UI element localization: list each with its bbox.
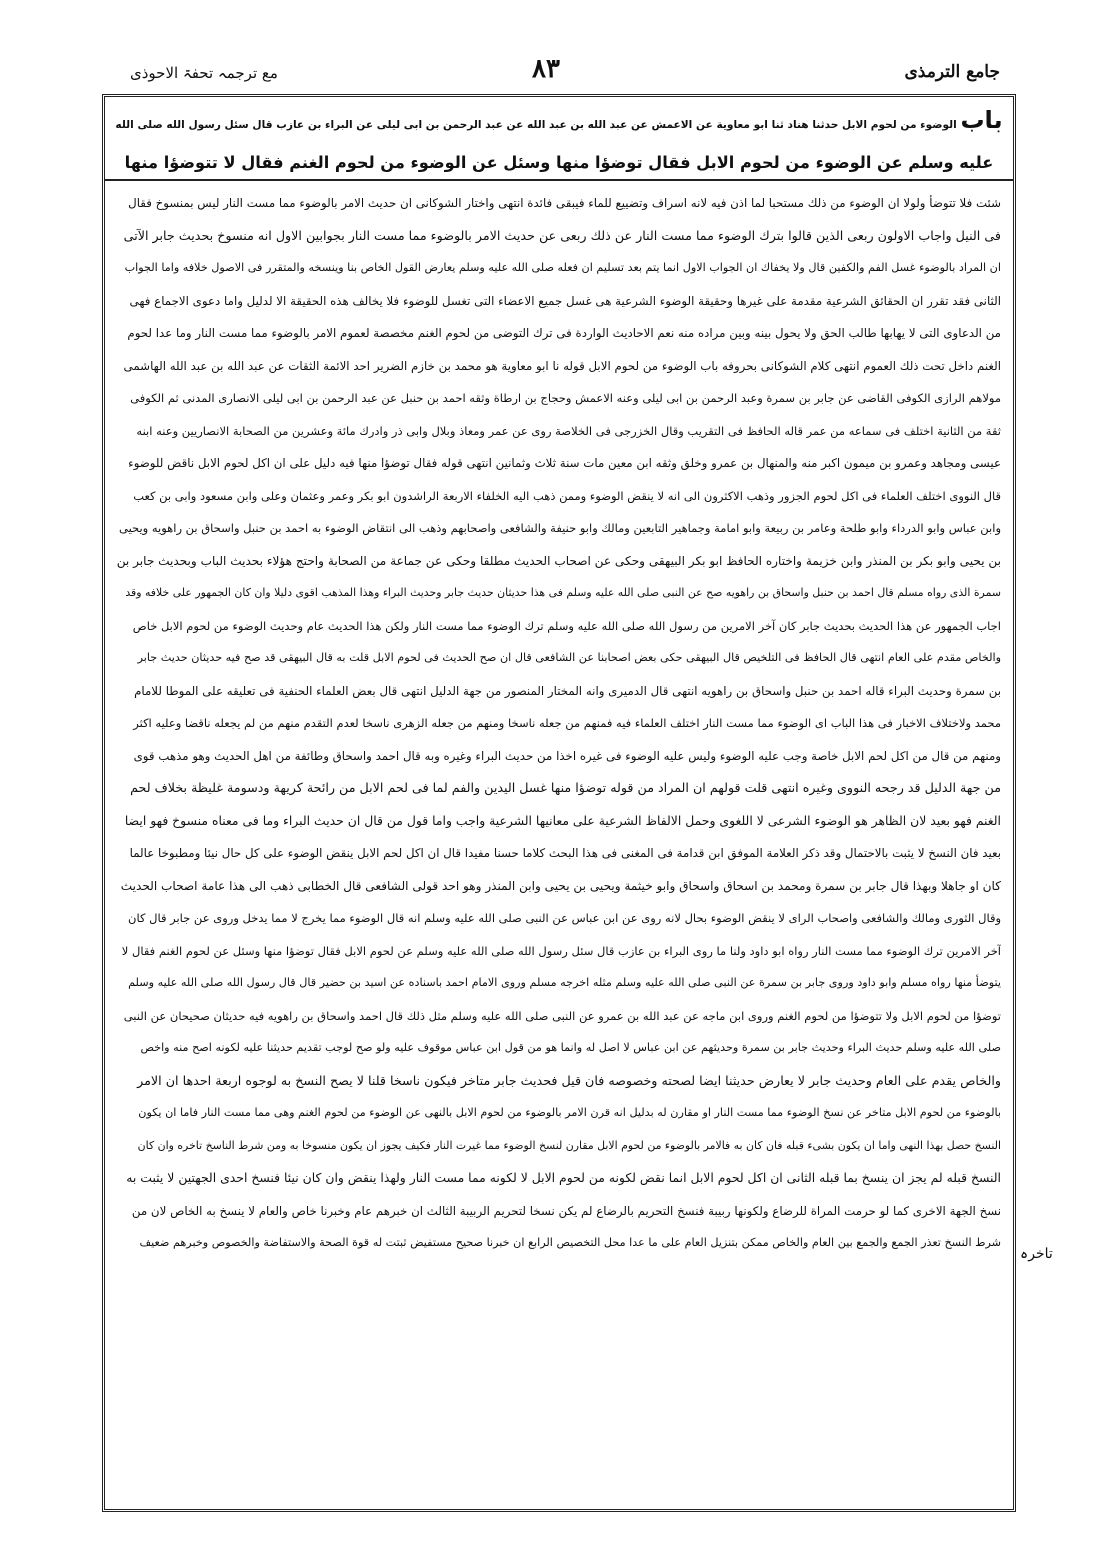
running-header-right: جامع الترمذی xyxy=(904,62,1000,82)
commentary-line: النسخ قبله لم یجز ان ینسخ بما قبله الثانی ان اكل لحوم الابل انما نقض لكونه من لحوم الابل لا لكونه مما مست النار ولهذا ینقض وان كان نیئا فنسخ احدی الجهتین لا یثبت به xyxy=(126,1170,1001,1185)
commentary-line: والخاص مقدم علی العام انتهی قال الحافظ فی التلخیص قال البیهقی حكی بعض اصحابنا عن الشافعی قال ان صح الحدیث فی لحوم الابل قلت به قال البیهقی قد صح فیه حدیثان حدیث جابر xyxy=(137,651,1001,664)
commentary-line: وقال الثوری ومالك والشافعی واصحاب الرای لا ینقض الوضوء بحال لانه روی عن ابن عباس عن النبی صلی الله علیه وسلم انه قال الوضوء مما یخرج لا مما یدخل وروی عن جابر قال كان xyxy=(128,911,1001,925)
chapter-title-lead: باب xyxy=(960,106,1003,134)
commentary-line: الغنم داخل تحت ذلك العموم انتهی كلام الشوكانی بحروفه باب الوضوء من لحوم الابل قوله نا ابو معاویة هو محمد بن خازم الضریر احد الائمة الثقات عن عبد الله بن عبد الله الهاشمی xyxy=(123,358,1001,373)
commentary-line: اجاب الجمهور عن هذا الحدیث بحدیث جابر كان آخر الامرین من رسول الله صلی الله علیه وسلم ترك الوضوء مما مست النار ولكن هذا الحدیث عام وحدیث الوضوء من لحوم الابل خاص xyxy=(132,618,1001,633)
page-frame xyxy=(102,94,1016,1512)
commentary-line: النسخ حصل بهذا النهی واما ان یكون بشیء قبله فان كان به فالامر بالوضوء من لحوم الابل مقارن لنسخ الوضوء مما غیرت النار فكیف یجوز ان یكون منسوخا به ومن شرط الناسخ تاخره وان كان xyxy=(137,1138,1001,1152)
commentary-line: والخاص یقدم علی العام وحدیث جابر لا یعارض حدیثنا ایضا لصحته وخصوصه فان قیل فحدیث جابر متاخر فیكون ناسخا قلنا لا یصح النسخ به لوجوه اربعة احدها ان الامر xyxy=(137,1072,1001,1088)
commentary-line: یتوضأ منها رواه مسلم وابو داود وروی جابر بن سمرة عن النبی صلی الله علیه وسلم مثله اخرجه مسلم وروی الامام احمد باسناده عن اسید بن حضیر قال قال رسول الله صلی الله علیه وسلم xyxy=(128,976,1001,989)
commentary-body xyxy=(105,185,1013,1509)
commentary-line: صلی الله علیه وسلم حدیث البراء وحدیث جابر بن سمرة وحدیثهم عن ابن عباس لا اصل له وانما هو من قول ابن عباس موقوف علیه ولو صح لوجب تقدیم حدیثنا علیه لكونه اصح منه واخص xyxy=(140,1041,1001,1054)
chapter-title-box xyxy=(105,97,1013,181)
page-number: ۸۳ xyxy=(532,54,560,84)
margin-note: تاخرہ xyxy=(1020,1246,1053,1262)
commentary-line: كان او جاهلا وبهذا قال جابر بن سمرة ومحمد بن اسحاق واسحاق وابو خیثمة ویحیی بن یحیی وابن المنذر وهو احد قولی الشافعی قال الخطابی ذهب الی هذا عامة اصحاب الحدیث xyxy=(120,878,1001,893)
chapter-title-text-1: الوضوء من لحوم الابل حدثنا هناد ثنا ابو معاوية عن الاعمش عن عبد الله بن عبد الله عن عبد الرحمن بن ابی لیلی عن البراء بن عازب قال سئل رسول الله صلی الله xyxy=(115,119,957,131)
chapter-title-line-1 xyxy=(115,101,1003,144)
commentary-line: شئت فلا تتوضأ ولولا ان الوضوء من ذلك مستحبا لما اذن فيه لانه اسراف وتضییع للماء فیبقی فائدة انتهی واختار الشوكانی ان حدیث الامر بالوضوء مما مست النار لیس بمنسوخ فقال xyxy=(128,196,1001,210)
commentary-line: من الدعاوی التی لا یهابها طالب الحق ولا یحول بینه وبین مراده منه نعم الاحادیث الواردة فی ترك التوضی من لحوم الغنم مخصصة لعموم الامر بالوضوء مما مست النار وما عدا لحوم xyxy=(127,326,1001,340)
commentary-line: الثانی فقد تقرر ان الحقائق الشرعیة مقدمة علی غیرها وحقیقة الوضوء الشرعیة هی غسل جمیع الاعضاء التی تغسل للوضوء فلا یخالف هذه الحقیقة الا لدلیل واما دعوی الاجماع فهی xyxy=(129,293,1001,308)
commentary-line: ومنهم من قال من اكل لحم الابل خاصة وجب علیه الوضوء ولیس علیه الوضوء فی غیره اخذا من حدیث البراء وغیره وبه قال احمد واسحاق وطائفة من اهل الحدیث وهو مذهب قوی xyxy=(133,748,1001,763)
commentary-line: محمد ولاختلاف الاخبار فی هذا الباب ای الوضوء مما مست النار اختلف العلماء فیه فمنهم من جعله ناسخا ومنهم من جعله الزهری ناسخا لعدم التقدم منهم من لم یجعله ناقضا وعلیه اكثر xyxy=(133,716,1001,730)
commentary-line: سمرة الذی رواه مسلم قال احمد بن حنبل واسحاق بن راهویه صح عن النبی صلی الله علیه وسلم فی هذا حدیثان حدیث جابر وحدیث البراء وهذا المذهب اقوی دلیلا وان كان الجمهور علی خلافه وقد xyxy=(125,586,1001,599)
commentary-line: بن یحیی وابو بكر بن المنذر وابن خزیمة واختاره الحافظ ابو بكر البیهقی وحكی عن اصحاب الحدیث مطلقا وحكی عن جماعة من الصحابة واحتج هؤلاء بحدیث الباب وبحدیث جابر بن xyxy=(117,553,1001,568)
commentary-line: عیسی ومجاهد وعمرو بن میمون اكبر منه والمنهال بن عمرو وخلق وثقه ابن معین مات سنة ثلاث وثمانین انتهی قوله فقال توضؤا منها فیه دلیل علی ان اكل لحوم الابل ناقض للوضوء xyxy=(128,456,1001,470)
commentary-line: شرط النسخ تعذر الجمع والجمع بین العام والخاص ممكن بتنزیل العام علی ما عدا محل التخصیص الرابع ان خبرنا صحیح مستفیض ثبتت له قوة الصحة والاستفاضة والخصوص وخبرهم ضعیف xyxy=(139,1236,1001,1249)
commentary-line: الغنم فهو بعید لان الظاهر هو الوضوء الشرعی لا اللغوی وحمل الالفاظ الشرعیة علی معانیها الشرعیة واجب واما قول من قال ان حدیث البراء وما فی معناه منسوخ فهو ایضا xyxy=(124,812,1001,828)
commentary-line: توضؤا من لحوم الابل ولا تتوضؤا من لحوم الغنم وروی ابن ماجه عن عبد الله بن عمرو عن النبی صلی الله علیه وسلم مثل ذلك قال احمد واسحاق بن راهویه فیه حدیثان صحیحان عن النبی xyxy=(123,1008,1001,1023)
commentary-line: بالوضوء من لحوم الابل متاخر عن نسخ الوضوء مما مست النار او مقارن له بدلیل انه قرن الامر بالوضوء من لحوم الابل بالنهی عن الوضوء من لحوم الغنم وهی مما مست النار فاما ان یكون xyxy=(138,1106,1001,1119)
chapter-title-line-2: علیه وسلم عن الوضوء من لحوم الابل فقال توضؤا منها وسئل عن الوضوء من لحوم الغنم فقال لا تتوضؤا منها xyxy=(124,153,994,172)
commentary-line: مولاهم الرازی الكوفی القاضی عن جابر بن سمرة وعبد الرحمن بن ابی لیلی وعنه الاعمش وحجاج بن ارطاة وثقه احمد بن حنبل عن عبد الرحمن بن ابی لیلی الانصاری المدنی ثم الكوفی xyxy=(130,391,1001,405)
commentary-line: من جهة الدلیل قد رجحه النووی وغیره انتهی قلت قولهم ان المراد من قوله توضؤا منها غسل الیدین والفم لما فی لحم الابل من رائحة كریهة ودسومة غلیظة بخلاف لحم xyxy=(130,780,1001,795)
running-header-left: مع ترجمہ تحفۃ الاحوذی xyxy=(130,64,278,82)
commentary-line: نسخ الجهة الاخری كما لو حرمت المراة للرضاع ولكونها ربیبة فنسخ التحریم بالرضاع لم یكن نسخا لتحریم الربیبة الثالث ان خبرهم عام وخبرنا خاص والعام لا ینسخ به الخاص لان من xyxy=(131,1203,1001,1218)
commentary-line: قال النووی اختلف العلماء فی اكل لحوم الجزور وذهب الاكثرون الی انه لا ینقض الوضوء وممن ذهب الیه الخلفاء الاربعة الراشدون ابو بكر وعمر وعثمان وعلی وابن مسعود وابی بن كعب xyxy=(133,488,1001,503)
commentary-line: ثقة من الثانیة اختلف فی سماعه من عمر قاله الحافظ فی التقریب وقال الخزرجی فی الخلاصة روی عن عمر ومعاذ وبلال وابی ذر وادرك مائة وعشرین من الصحابة الانصاریین وعنه ابنه xyxy=(136,423,1001,438)
commentary-line: بعید فان النسخ لا یثبت بالاحتمال وقد ذكر العلامة الموفق ابن قدامة فی المغنی فی هذا البحث كلاما حسنا مفیدا قال ان اكل لحم الابل ینقض الوضوء علی كل حال نیئا ومطبوخا عالما xyxy=(129,846,1001,860)
commentary-line: فی النیل واجاب الاولون ربعی الذین قالوا بترك الوضوء مما مست النار عن ذلك ربعی عن حدیث الامر بالوضوء مما مست النار بجوابین الاول انه منسوخ بحدیث جابر الآتی xyxy=(123,227,1001,243)
page-header xyxy=(96,54,1016,94)
commentary-line: آخر الامرین ترك الوضوء مما مست النار رواه ابو داود ولنا ما روی البراء بن عازب قال سئل رسول الله صلی الله علیه وسلم عن لحوم الابل فقال توضؤا منها وسئل عن لحوم الغنم فقال لا xyxy=(121,943,1001,958)
commentary-line: ان المراد بالوضوء غسل الفم والكفین قال ولا یخفاك ان الجواب الاول انما یتم بعد تسلیم ان فعله صلی الله علیه وسلم یعارض القول الخاص بنا وینسخه والمتقرر فی الاصول خلافه واما الجواب xyxy=(124,261,1001,274)
commentary-line: وابن عباس وابو الدرداء وابو طلحة وعامر بن ربیعة وابو امامة وجماهیر التابعین ومالك وابو حنیفة والشافعی واصحابهم وذهب الی انتقاض الوضوء به احمد بن حنبل واسحاق بن راهویه ویحیی xyxy=(118,521,1001,535)
commentary-line: بن سمرة وحدیث البراء قاله احمد بن حنبل واسحاق بن راهویه انتهی قال الدمیری وانه المختار المنصور من جهة الدلیل انتهی قال بعض العلماء الحنفیة فی تعلیقه علی الموطا للامام xyxy=(134,683,1001,698)
